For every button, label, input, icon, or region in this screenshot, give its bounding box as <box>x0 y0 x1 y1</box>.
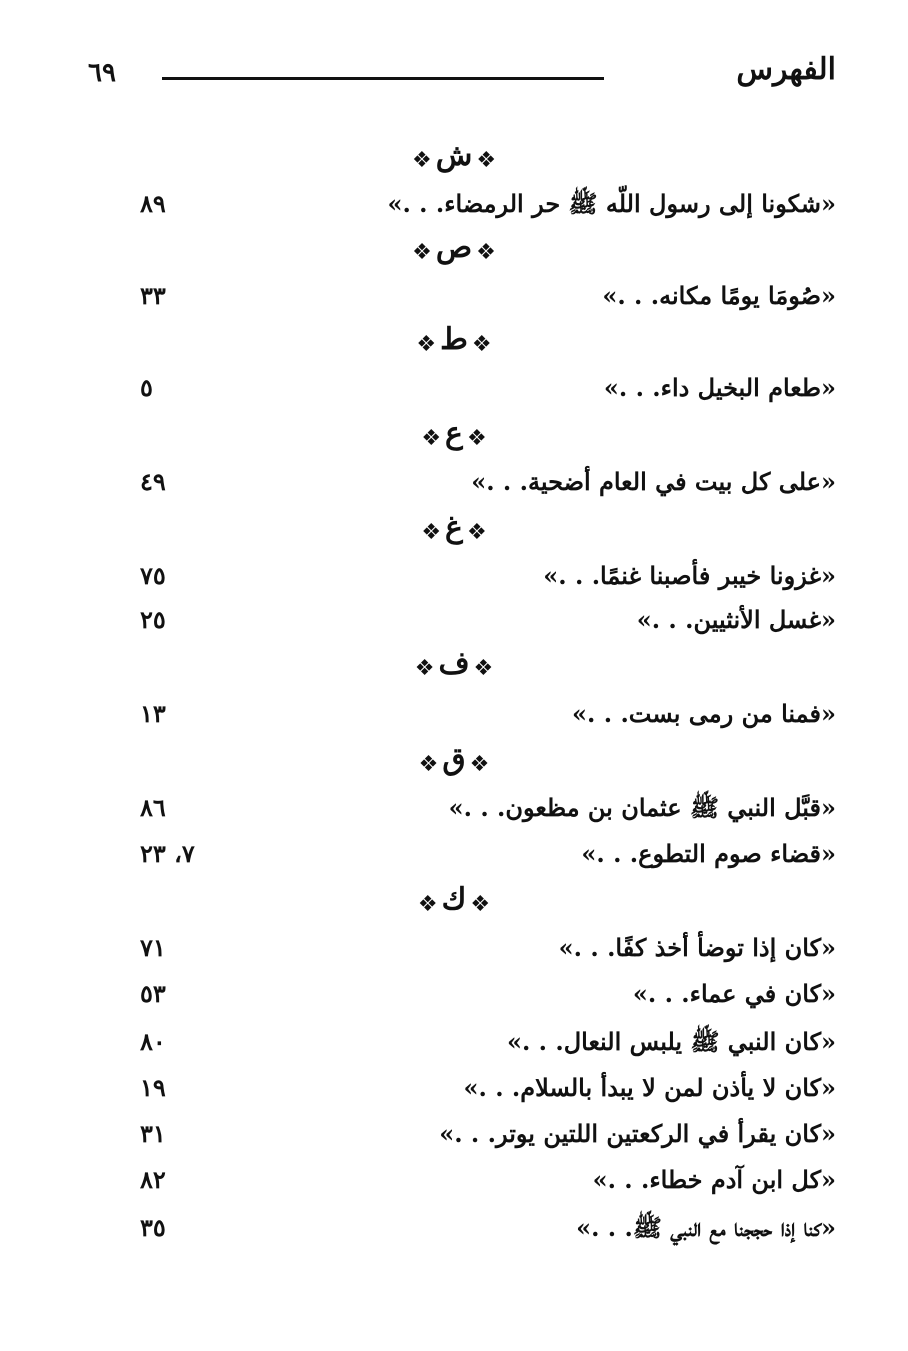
ornament-left-icon: ❖ <box>421 520 442 545</box>
index-entry <box>0 1022 908 1062</box>
index-entry <box>0 974 908 1014</box>
index-entry <box>0 788 908 828</box>
ornament-right-icon: ❖ <box>473 656 494 681</box>
entry-page-number: ٧١ <box>140 933 166 962</box>
index-entry <box>0 1114 908 1154</box>
entry-page-number: ٨٠ <box>140 1027 166 1056</box>
ornament-right-icon: ❖ <box>476 240 496 265</box>
section-heading <box>0 880 908 920</box>
entry-text: «كان في عماء. . .» <box>632 979 836 1008</box>
ornament-right-icon: ❖ <box>470 892 491 917</box>
ornament-right-icon: ❖ <box>476 148 497 173</box>
entry-page-number: ٣٥ <box>140 1213 166 1242</box>
entry-text: «طعام البخيل داء. . .» <box>603 373 836 402</box>
entry-page-number: ٥٣ <box>140 979 166 1008</box>
index-entry <box>0 1068 908 1108</box>
ornament-left-icon: ❖ <box>414 656 435 681</box>
index-entry <box>0 556 908 596</box>
section-heading <box>0 414 908 454</box>
entry-text: «كنا إذا حججنا مع النبي ﷺ. . .» <box>576 1213 836 1242</box>
ornament-left-icon: ❖ <box>421 426 442 451</box>
section-letter: ص <box>435 230 473 265</box>
index-entry <box>0 1160 908 1200</box>
entry-page-number: ٢٥ <box>140 605 166 634</box>
section-letter: ق <box>442 742 466 777</box>
entry-page-number: ٧، ٢٣ <box>140 839 195 868</box>
section-heading <box>0 740 908 780</box>
entry-page-number: ١٩ <box>140 1073 166 1102</box>
entry-text: «كان لا يأذن لمن لا يبدأ بالسلام. . .» <box>463 1073 836 1102</box>
entry-page-number: ٣١ <box>140 1119 166 1148</box>
entry-text: «غسل الأنثيين. . .» <box>636 605 836 634</box>
ornament-right-icon: ❖ <box>466 520 487 545</box>
entry-page-number: ٣٣ <box>140 281 166 310</box>
entry-text: «على كل بيت في العام أضحية. . .» <box>471 467 836 496</box>
index-entry <box>0 1208 908 1248</box>
header-rule <box>162 77 604 80</box>
entry-text: «قضاء صوم التطوع. . .» <box>581 839 836 868</box>
section-heading <box>0 508 908 548</box>
index-entry <box>0 462 908 502</box>
ornament-right-icon: ❖ <box>469 752 490 777</box>
entry-page-number: ٨٦ <box>140 793 166 822</box>
entry-text: «كان النبي ﷺ يلبس النعال. . .» <box>506 1027 836 1056</box>
index-entry <box>0 928 908 968</box>
page-header-title: الفهرس <box>736 52 836 87</box>
ornament-left-icon: ❖ <box>412 240 432 265</box>
section-heading <box>0 228 908 268</box>
entry-page-number: ٨٢ <box>140 1165 166 1194</box>
entry-text: «صُومَا يومًا مكانه. . .» <box>602 281 836 310</box>
index-entry <box>0 694 908 734</box>
entry-page-number: ١٣ <box>140 699 166 728</box>
entry-text: «كان يقرأ في الركعتين اللتين يوتر. . .» <box>439 1119 836 1148</box>
entry-page-number: ٤٩ <box>140 467 166 496</box>
section-letter: ك <box>441 882 467 917</box>
ornament-right-icon: ❖ <box>466 426 487 451</box>
section-letter: ف <box>438 646 470 681</box>
entry-page-number: ٧٥ <box>140 561 166 590</box>
ornament-left-icon: ❖ <box>416 332 437 357</box>
ornament-left-icon: ❖ <box>411 148 432 173</box>
ornament-left-icon: ❖ <box>417 892 438 917</box>
page-number: ٦٩ <box>88 58 116 88</box>
ornament-left-icon: ❖ <box>418 752 439 777</box>
index-entry <box>0 276 908 316</box>
entry-text: «فمنا من رمى بست. . .» <box>572 699 836 728</box>
ornament-right-icon: ❖ <box>471 332 492 357</box>
index-entry <box>0 600 908 640</box>
section-letter: غ <box>445 510 463 545</box>
index-entry <box>0 184 908 224</box>
entry-text: «غزونا خيبر فأصبنا غنمًا. . .» <box>543 561 836 590</box>
section-letter: ش <box>435 138 473 173</box>
entry-text: «كان إذا توضأ أخذ كفًا. . .» <box>558 933 836 962</box>
section-heading <box>0 136 908 176</box>
entry-text: «شكونا إلى رسول اللّه ﷺ حر الرمضاء. . .» <box>387 189 836 218</box>
entry-text: «قبَّل النبي ﷺ عثمان بن مظعون. . .» <box>448 793 836 822</box>
entry-page-number: ٥ <box>140 373 153 402</box>
entry-page-number: ٨٩ <box>140 189 166 218</box>
section-heading <box>0 644 908 684</box>
index-entry <box>0 834 908 874</box>
section-letter: ط <box>440 322 468 357</box>
entry-text: «كل ابن آدم خطاء. . .» <box>592 1165 836 1194</box>
index-entry <box>0 368 908 408</box>
section-heading <box>0 320 908 360</box>
section-letter: ع <box>445 416 463 451</box>
